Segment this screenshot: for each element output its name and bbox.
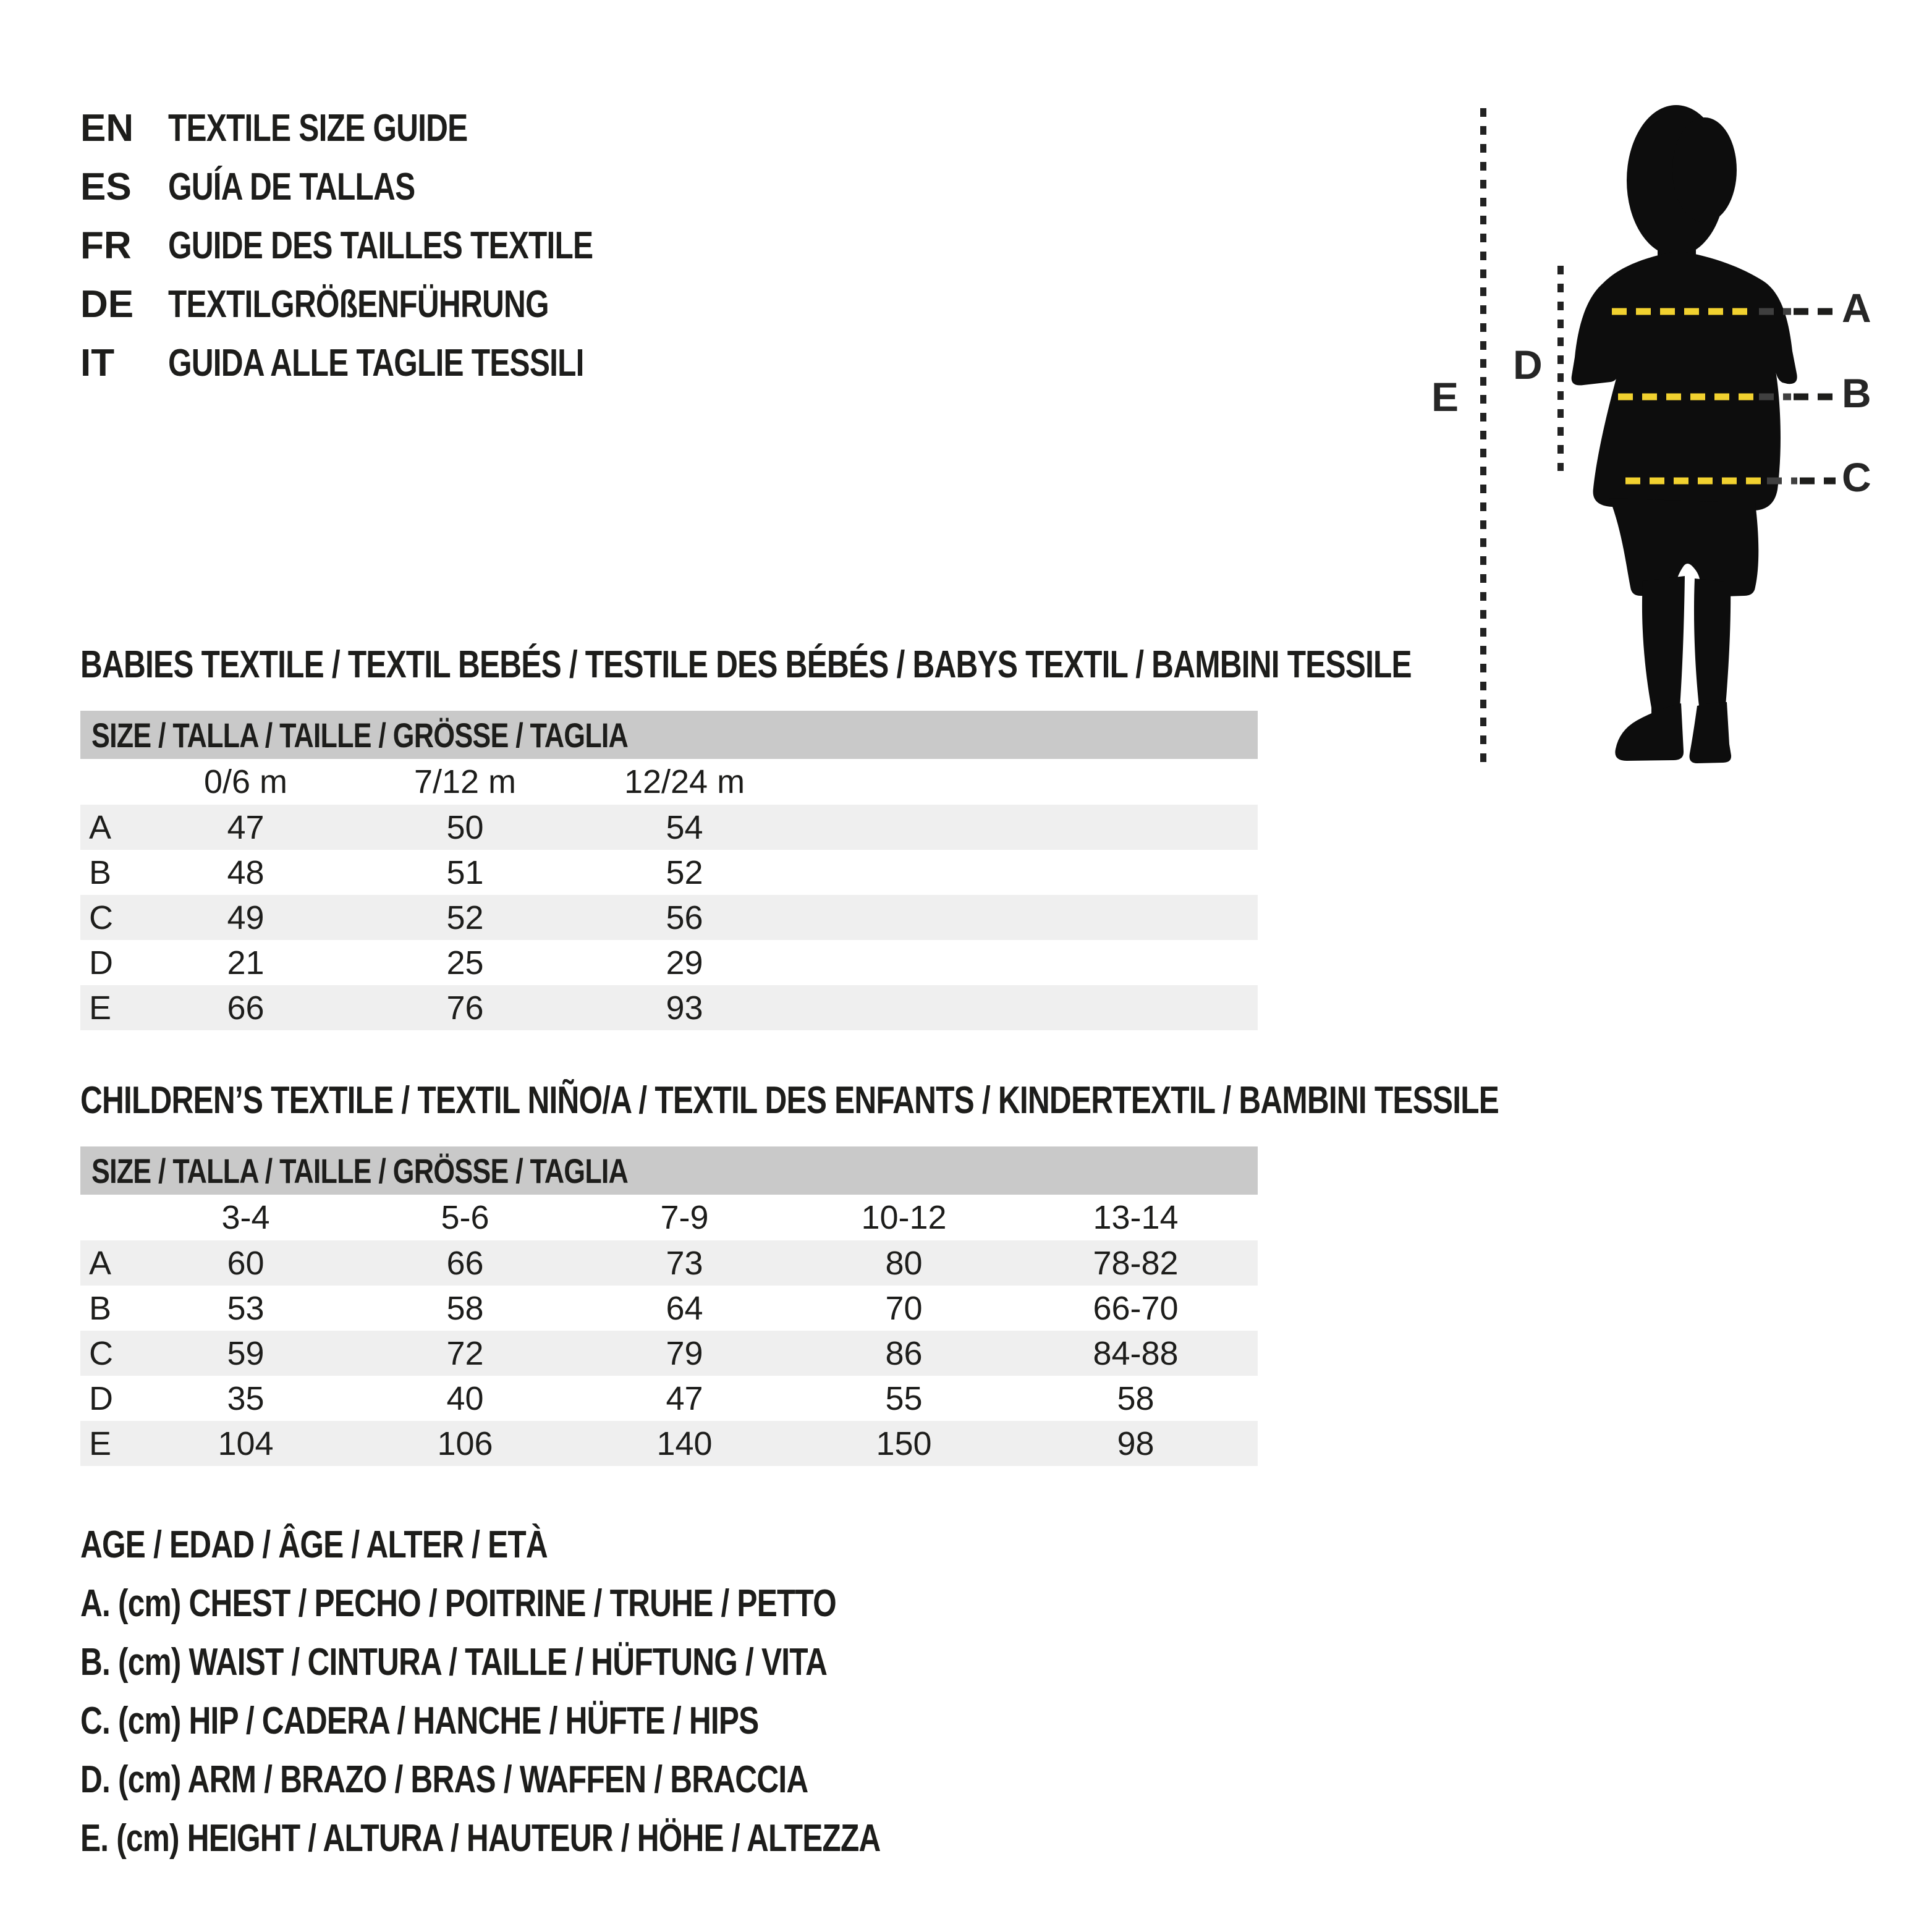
language-code: DE (80, 283, 134, 326)
babies-size-header-band: SIZE / TALLA / TAILLE / GRÖSSE / TAGLIA (80, 711, 1258, 759)
language-title-text: GUIDA ALLE TAGLIE TESSILI (168, 342, 584, 384)
legend-row (80, 1633, 1080, 1692)
row-label-cell: B (89, 854, 112, 891)
value-cell: 66 (446, 1244, 484, 1282)
legend-row-text: E. (cm) HEIGHT / ALTURA / HAUTEUR / HÖHE / ALTEZZA (80, 1817, 881, 1860)
legend-row (80, 1515, 1080, 1574)
language-title-text: TEXTILE SIZE GUIDE (168, 107, 468, 150)
legend-row-text: D. (cm) ARM / BRAZO / BRAS / WAFFEN / BRACCIA (80, 1758, 808, 1801)
value-cell: 51 (446, 854, 484, 891)
language-title-text: GUIDE DES TAILLES TEXTILE (168, 224, 593, 267)
language-title-text: TEXTILGRÖßENFÜHRUNG (168, 283, 549, 326)
label-hip-c: C (1842, 454, 1871, 500)
value-cell: 55 (885, 1379, 923, 1417)
children-table-heading: CHILDREN’S TEXTILE / TEXTIL NIÑO/A / TEXTIL DES ENFANTS / KINDERTEXTIL / BAMBINI TESSILE (80, 1079, 1499, 1122)
value-cell: 140 (656, 1425, 713, 1462)
value-cell: 84-88 (1093, 1334, 1179, 1372)
table-row (80, 850, 1258, 895)
table-row (80, 1421, 1258, 1466)
value-cell: 73 (666, 1244, 703, 1282)
value-cell: 25 (446, 944, 484, 981)
label-chest-a: A (1842, 285, 1871, 331)
value-cell: 70 (885, 1289, 923, 1327)
row-label-cell: A (89, 808, 112, 846)
value-cell: 98 (1117, 1425, 1155, 1462)
measurement-figure (1471, 99, 1932, 779)
row-label-cell: E (89, 1425, 112, 1462)
language-title (168, 165, 477, 209)
value-cell: 106 (437, 1425, 493, 1462)
value-cell: 86 (885, 1334, 923, 1372)
legend-row (80, 1809, 1080, 1868)
language-code: EN (80, 107, 134, 150)
value-cell: 59 (227, 1334, 265, 1372)
child-silhouette-graphic (1471, 99, 1932, 779)
value-cell: 72 (446, 1334, 484, 1372)
value-cell: 79 (666, 1334, 703, 1372)
language-row (80, 334, 699, 392)
label-arm-d: D (1513, 342, 1543, 388)
language-row (80, 99, 699, 158)
row-label-cell: C (89, 1334, 113, 1372)
table-columns-row (80, 1195, 1258, 1240)
table-row (80, 1286, 1258, 1331)
value-cell: 93 (666, 989, 703, 1027)
language-title (168, 106, 543, 150)
language-row (80, 158, 699, 216)
row-label-cell: E (89, 989, 112, 1027)
language-row (80, 216, 699, 275)
language-title (168, 341, 688, 385)
value-cell: 49 (227, 899, 265, 936)
legend-row (80, 1750, 1080, 1809)
measurement-legend (80, 1515, 1080, 1868)
row-label-cell: D (89, 1379, 113, 1417)
language-code: ES (80, 166, 132, 208)
value-cell: 53 (227, 1289, 265, 1327)
legend-row (80, 1574, 1080, 1633)
value-cell: 58 (1117, 1379, 1155, 1417)
value-cell: 66-70 (1093, 1289, 1179, 1327)
language-list (80, 99, 699, 392)
column-header-cell: 10-12 (861, 1199, 947, 1236)
legend-row-text: A. (cm) CHEST / PECHO / POITRINE / TRUHE / PETTO (80, 1582, 836, 1625)
table-row (80, 805, 1258, 850)
table-row (80, 1376, 1258, 1421)
column-header-cell: 12/24 m (624, 763, 745, 800)
column-header-cell: 3-4 (221, 1199, 270, 1236)
table-row (80, 895, 1258, 940)
value-cell: 29 (666, 944, 703, 981)
column-header-cell: 7/12 m (413, 763, 517, 800)
language-code: IT (80, 342, 115, 384)
label-height-e: E (1431, 374, 1459, 420)
label-waist-b: B (1842, 370, 1871, 416)
children-table-grid (80, 1195, 1258, 1466)
value-cell: 35 (227, 1379, 265, 1417)
value-cell: 40 (446, 1379, 484, 1417)
children-size-header-band: SIZE / TALLA / TAILLE / GRÖSSE / TAGLIA (80, 1146, 1258, 1195)
column-header-cell: 13-14 (1093, 1199, 1179, 1236)
value-cell: 78-82 (1093, 1244, 1179, 1282)
table-row (80, 1331, 1258, 1376)
value-cell: 47 (227, 808, 265, 846)
value-cell: 50 (446, 808, 484, 846)
babies-table-heading: BABIES TEXTILE / TEXTIL BEBÉS / TESTILE DES BÉBÉS / BABYS TEXTIL / BAMBINI TESSILE (80, 643, 1412, 686)
column-header-cell: 0/6 m (203, 763, 288, 800)
value-cell: 52 (666, 854, 703, 891)
value-cell: 104 (218, 1425, 274, 1462)
row-label-cell: B (89, 1289, 112, 1327)
column-header-cell: 5-6 (441, 1199, 489, 1236)
table-row (80, 1240, 1258, 1286)
value-cell: 54 (666, 808, 703, 846)
children-table-section (80, 1078, 1499, 1466)
value-cell: 58 (446, 1289, 484, 1327)
row-label-cell: C (89, 899, 113, 936)
row-label-cell: D (89, 944, 113, 981)
value-cell: 52 (446, 899, 484, 936)
table-columns-row (80, 759, 1258, 805)
row-label-cell: A (89, 1244, 112, 1282)
value-cell: 80 (885, 1244, 923, 1282)
value-cell: 21 (227, 944, 265, 981)
value-cell: 56 (666, 899, 703, 936)
language-row (80, 275, 699, 334)
value-cell: 48 (227, 854, 265, 891)
value-cell: 76 (446, 989, 484, 1027)
language-title-text: GUÍA DE TALLAS (168, 166, 415, 208)
babies-table-grid (80, 759, 1258, 1030)
legend-row (80, 1692, 1080, 1750)
value-cell: 64 (666, 1289, 703, 1327)
language-title (168, 224, 699, 268)
value-cell: 47 (666, 1379, 703, 1417)
legend-row-text: B. (cm) WAIST / CINTURA / TAILLE / HÜFTUNG / VITA (80, 1641, 828, 1684)
legend-row-text: AGE / EDAD / ÂGE / ALTER / ETÀ (80, 1523, 548, 1566)
child-silhouette (1572, 105, 1797, 763)
value-cell: 150 (876, 1425, 932, 1462)
table-row (80, 940, 1258, 985)
babies-table-section (80, 643, 1412, 1030)
language-title (168, 282, 644, 326)
table-row (80, 985, 1258, 1030)
column-header-cell: 7-9 (660, 1199, 709, 1236)
legend-row-text: C. (cm) HIP / CADERA / HANCHE / HÜFTE / HIPS (80, 1700, 759, 1742)
value-cell: 60 (227, 1244, 265, 1282)
language-code: FR (80, 224, 132, 267)
value-cell: 66 (227, 989, 265, 1027)
